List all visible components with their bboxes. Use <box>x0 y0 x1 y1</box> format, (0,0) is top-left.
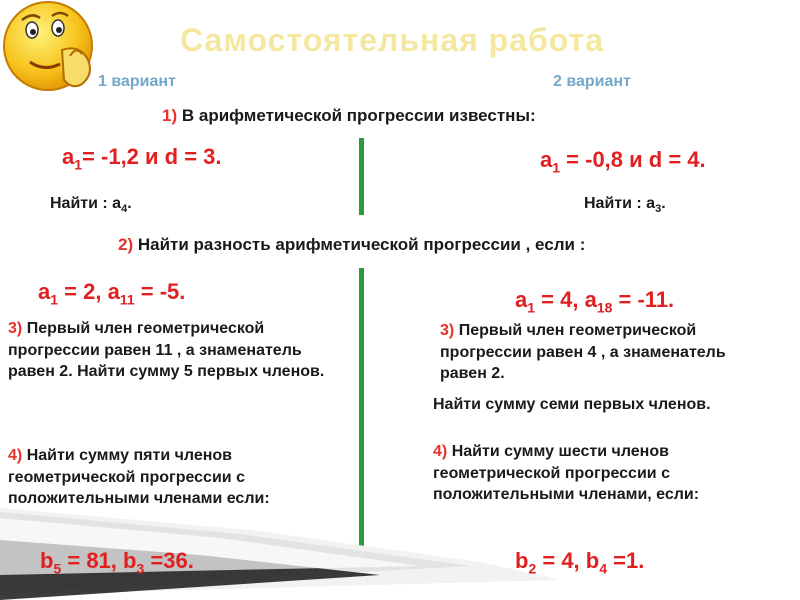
variant-2-heading: 2 вариант <box>553 73 631 90</box>
task-2-number: 2) <box>118 235 134 254</box>
page-title: Самостоятельная работа <box>180 22 604 58</box>
task-1-number: 1) <box>162 106 178 125</box>
v1-condition-3: $b_5 = 81$, $b_3 =36$. <box>40 548 194 577</box>
task-1-text: В арифметической прогрессии известны: <box>181 106 536 125</box>
v2-condition-3: $b_2 = 4$, $b_4 =1$. <box>515 548 645 577</box>
v2-task-3: 3) Первый член геометрической прогрессии равен 4 , а знаменатель равен 2. <box>440 322 726 382</box>
variant-1-heading: 1 вариант <box>98 73 176 90</box>
v2-task-4: 4) Найти сумму шести членов геометрической прогрессии с положительными членами, если: <box>433 443 700 503</box>
v2-find-1: Найти : $a_3$. <box>584 195 666 216</box>
thinking-smiley-icon <box>0 0 104 100</box>
task-1-heading <box>162 106 536 126</box>
task-2-heading <box>118 235 585 255</box>
v2-condition-1: $a_1 = -0,8$ и d = 4. <box>540 147 706 176</box>
v1-condition-2: $a_1 = 2$, $a_{11} = -5$. <box>38 279 186 308</box>
v1-task-4: 4) Найти сумму пяти членов геометрической прогрессии с положительными членами если: <box>8 447 270 507</box>
task-2-text: Найти разность арифметической прогрессии , если : <box>137 235 586 254</box>
v2-condition-2: $a_1 = 4$, $a_{18} = -11$. <box>515 287 675 316</box>
divider-top <box>359 138 364 215</box>
v1-find-1: Найти : $a_4$. <box>50 195 132 216</box>
v1-condition-1: $a_1= -1,2$ и d = 3. <box>62 144 222 173</box>
v1-task-3: 3) Первый член геометрической прогрессии равен 11 , а знаменатель равен 2. Найти сумму 5 первых членов. <box>8 320 325 380</box>
v2-task-3-find: Найти сумму семи первых членов. <box>433 396 711 413</box>
